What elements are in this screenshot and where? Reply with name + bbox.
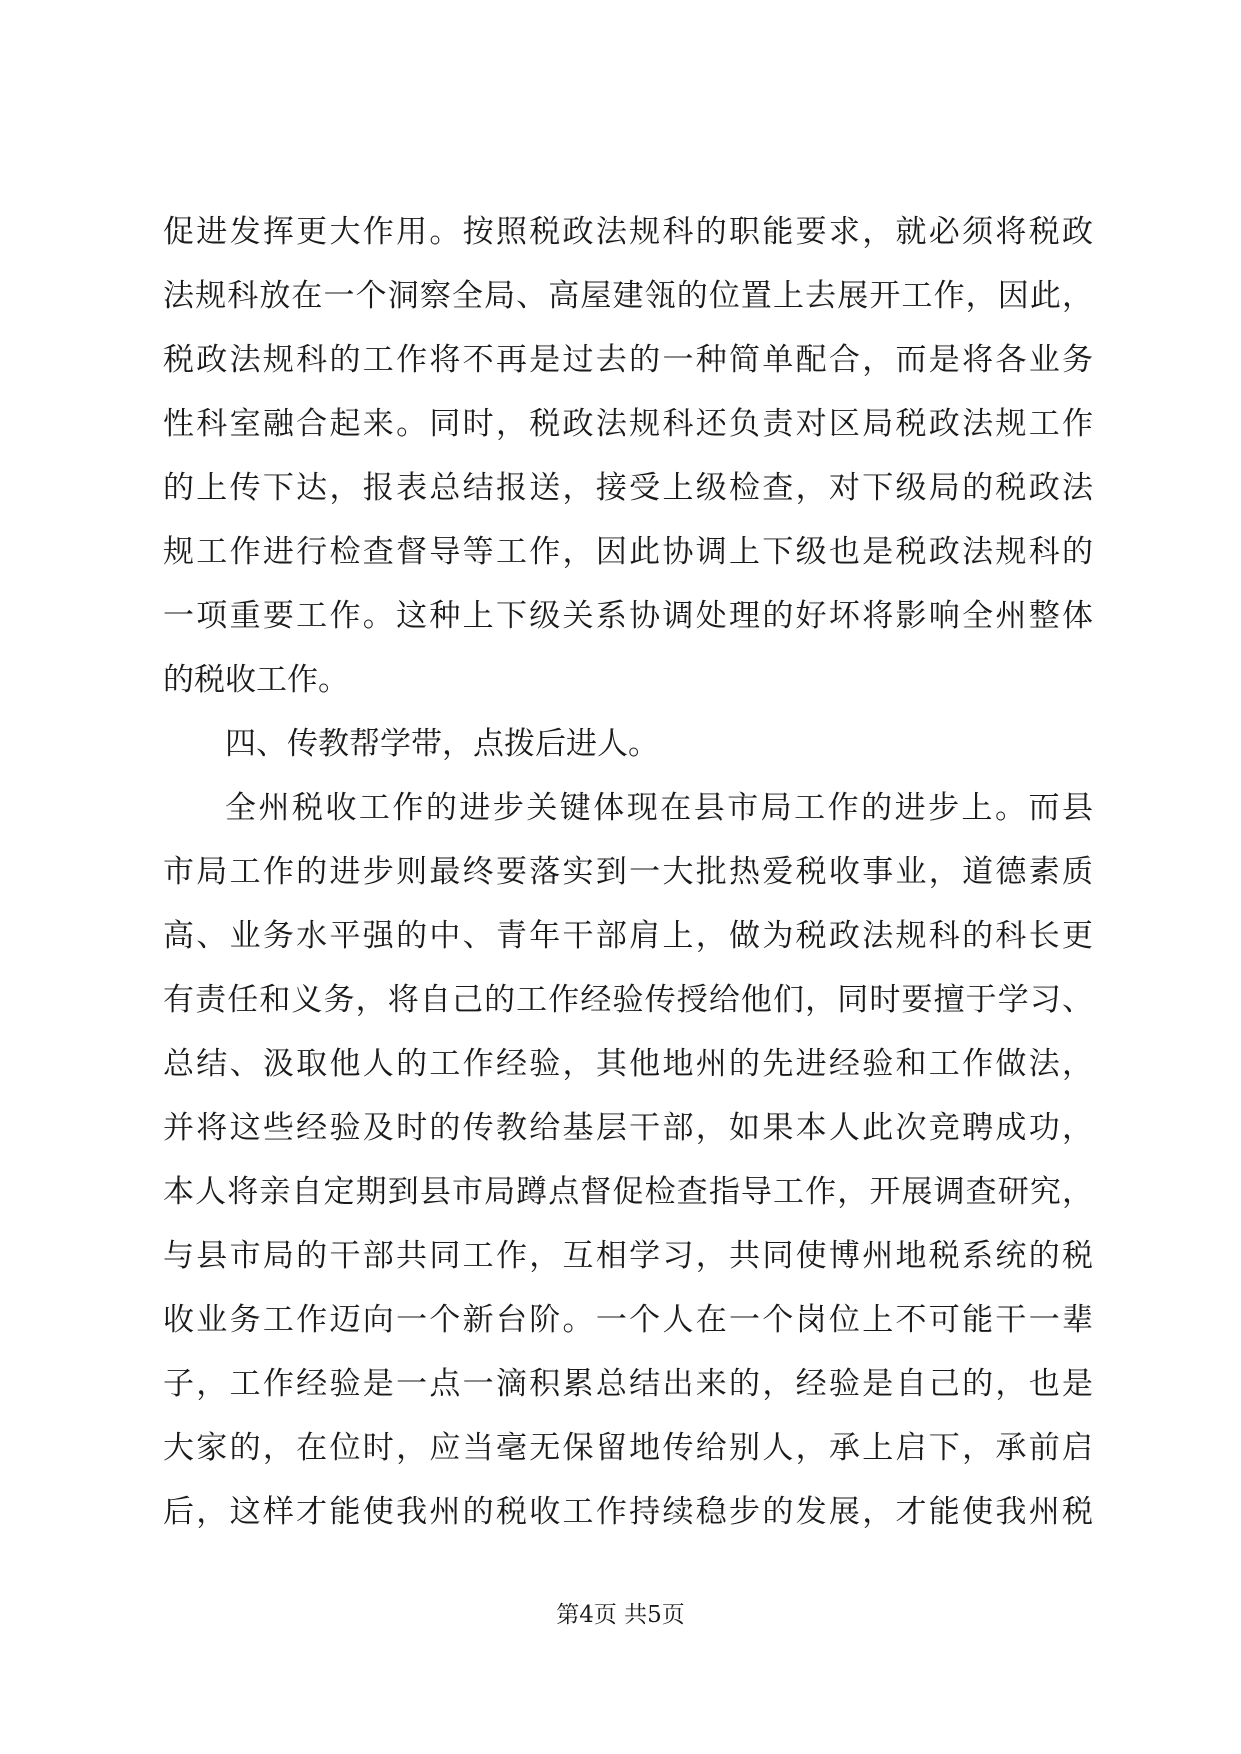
text-line: 的税收工作。: [163, 662, 349, 698]
text-line: 一项重要工作。这种上下级关系协调处理的好坏将影响全州整体: [163, 598, 1093, 634]
text-line: 法规科放在一个洞察全局、高屋建瓴的位置上去展开工作，因此，: [163, 278, 1093, 314]
section-heading: 四、传教帮学带，点拨后进人。: [225, 726, 659, 762]
text-line: 收业务工作迈向一个新台阶。一个人在一个岗位上不可能干一辈: [163, 1302, 1093, 1338]
text-line: 的上传下达，报表总结报送，接受上级检查，对下级局的税政法: [163, 470, 1093, 506]
body-text: [163, 200, 1093, 1544]
text-line: 总结、汲取他人的工作经验，其他地州的先进经验和工作做法，: [163, 1046, 1093, 1082]
text-line: 高、业务水平强的中、青年干部肩上，做为税政法规科的科长更: [163, 918, 1093, 954]
text-line: 本人将亲自定期到县市局蹲点督促检查指导工作，开展调查研究，: [163, 1174, 1093, 1210]
text-line: 促进发挥更大作用。按照税政法规科的职能要求，就必须将税政: [163, 214, 1093, 250]
text-line: 性科室融合起来。同时，税政法规科还负责对区局税政法规工作: [163, 406, 1093, 442]
text-line: 子，工作经验是一点一滴积累总结出来的，经验是自己的，也是: [163, 1366, 1093, 1402]
text-line: 与县市局的干部共同工作，互相学习，共同使博州地税系统的税: [163, 1238, 1093, 1274]
text-line: 全州税收工作的进步关键体现在县市局工作的进步上。而县: [225, 790, 1093, 826]
text-line: 规工作进行检查督导等工作，因此协调上下级也是税政法规科的: [163, 534, 1093, 570]
text-line: 并将这些经验及时的传教给基层干部，如果本人此次竞聘成功，: [163, 1110, 1093, 1146]
text-line: 税政法规科的工作将不再是过去的一种简单配合，而是将各业务: [163, 342, 1093, 378]
text-line: 市局工作的进步则最终要落实到一大批热爱税收事业，道德素质: [163, 854, 1093, 890]
text-line: 大家的，在位时，应当毫无保留地传给别人，承上启下，承前启: [163, 1430, 1093, 1466]
text-line: 有责任和义务，将自己的工作经验传授给他们，同时要擅于学习、: [163, 982, 1093, 1018]
page-number-footer: 第4页 共5页: [556, 1602, 685, 1628]
text-line: 后，这样才能使我州的税收工作持续稳步的发展，才能使我州税: [163, 1494, 1093, 1530]
